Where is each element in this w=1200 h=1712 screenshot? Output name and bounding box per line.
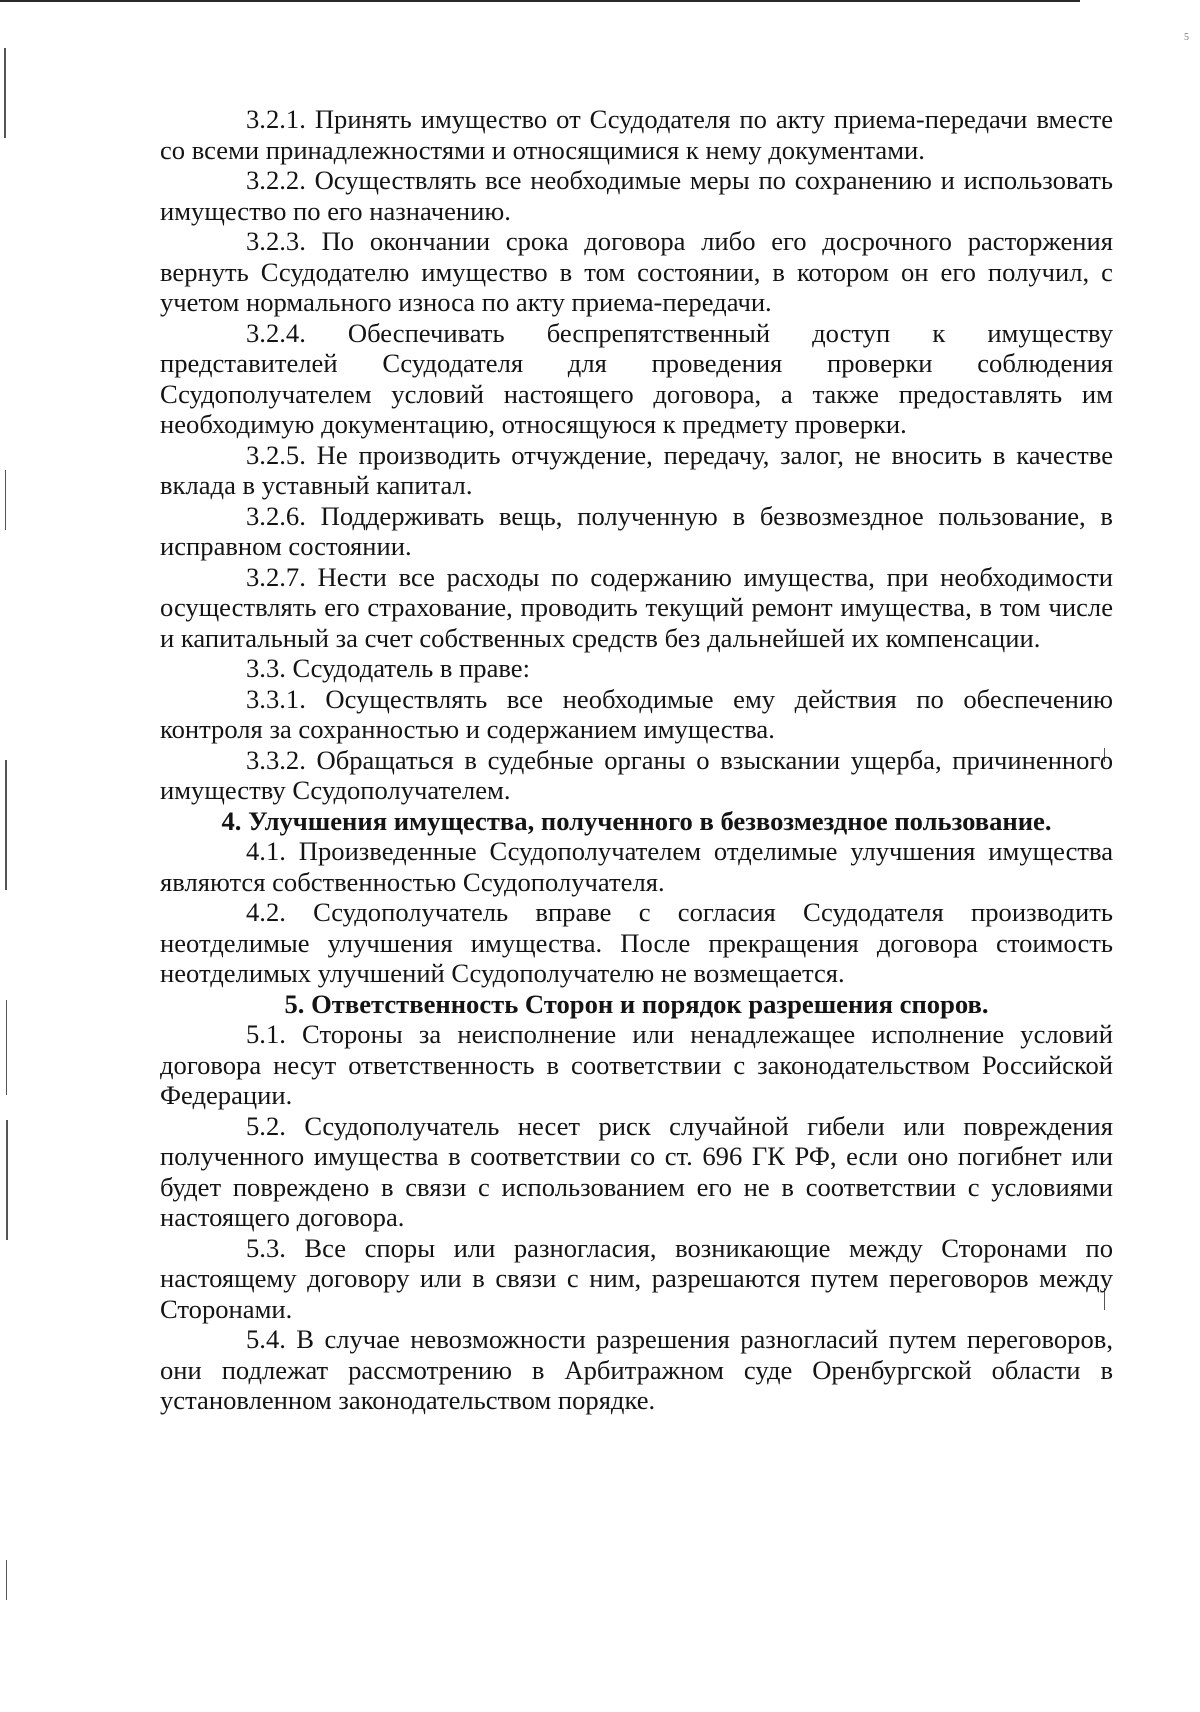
- clause-4-1: 4.1. Произведенные Ссудополучателем отделимые улучшения имущества являются собственностью Ссудополучателя.: [160, 836, 1113, 897]
- block-3-2-3-3: [160, 104, 1113, 806]
- scan-top-rule: [0, 0, 1080, 2]
- section-4: [160, 836, 1113, 989]
- clause-3-2-2: 3.2.2. Осуществлять все необходимые меры по сохранению и использовать имущество по его назначению.: [160, 165, 1113, 226]
- clause-3-2-5: 3.2.5. Не производить отчуждение, передачу, залог, не вносить в качестве вклада в уставный капитал.: [160, 439, 1113, 500]
- clause-3-2-1: 3.2.1. Принять имущество от Ссудодателя по акту приема-передачи вместе со всеми принадлежностями и относящимися к нему документами.: [160, 104, 1113, 165]
- scan-margin-mark: [6, 1120, 8, 1240]
- clause-3-2-4: 3.2.4. Обеспечивать беспрепятственный доступ к имуществу представителей Ссудодателя для проведения проверки соблюдения Ссудополучателем условий настоящего договора, а также предоставлять им необходимую документацию, относящуюся к предмету проверки.: [160, 317, 1113, 439]
- section-5: [160, 1019, 1113, 1416]
- clause-3-3-1: 3.3.1. Осуществлять все необходимые ему действия по обеспечению контроля за сохранностью и содержанием имущества.: [160, 683, 1113, 744]
- scan-margin-mark: [4, 48, 6, 138]
- section-5-heading: 5. Ответственность Сторон и порядок разрешения споров.: [284, 988, 989, 1019]
- clause-5-1: 5.1. Стороны за неисполнение или ненадлежащее исполнение условий договора несут ответственность в соответствии с законодательством Российской Федерации.: [160, 1019, 1113, 1110]
- page-corner-mark: 5: [1184, 32, 1189, 43]
- clause-5-3: 5.3. Все споры или разногласия, возникающие между Сторонами по настоящему договору или в связи с ним, разрешаются путем переговоров между Сторонами.: [160, 1232, 1113, 1324]
- clause-3-3-2: 3.3.2. Обращаться в судебные органы о взыскании ущерба, причиненного имуществу Ссудополучателем.: [160, 744, 1113, 805]
- clause-5-4: 5.4. В случае невозможности разрешения разногласий путем переговоров, они подлежат рассмотрению в Арбитражном суде Оренбургской области в установленном законодательством порядке.: [160, 1324, 1113, 1415]
- scan-margin-mark: [5, 470, 6, 530]
- clause-3-2-6: 3.2.6. Поддерживать вещь, полученную в безвозмездное пользование, в исправном состоянии.: [160, 500, 1113, 561]
- scan-margin-mark: [6, 1000, 7, 1095]
- section-4-heading: 4. Улучшения имущества, полученного в безвозмездное пользование.: [221, 805, 1052, 836]
- scan-margin-mark: [6, 1560, 7, 1600]
- clause-5-2: 5.2. Ссудополучатель несет риск случайной гибели или повреждения полученного имущества в соответствии со ст. 696 ГК РФ, если оно погибнет или будет повреждено в связи с использованием его не в соответствии с условиями настоящего договора.: [160, 1110, 1113, 1232]
- clause-4-2: 4.2. Ссудополучатель вправе с согласия Ссудодателя производить неотделимые улучшения имущества. После прекращения договора стоимость неотделимых улучшений Ссудополучателю не возмещается.: [160, 897, 1113, 988]
- document-page: [160, 104, 1113, 1416]
- clause-3-2-3: 3.2.3. По окончании срока договора либо его досрочного расторжения вернуть Ссудодателю имущество в том состоянии, в котором он его получил, с учетом нормального износа по акту приема-передачи.: [160, 226, 1113, 317]
- scan-margin-mark: [5, 760, 7, 890]
- clause-3-3: 3.3. Ссудодатель в праве:: [246, 653, 530, 683]
- clause-3-2-7: 3.2.7. Нести все расходы по содержанию имущества, при необходимости осуществлять его страхование, проводить текущий ремонт имущества, в том числе и капитальный за счет собственных средств без дальнейшей их компенсации.: [160, 561, 1113, 653]
